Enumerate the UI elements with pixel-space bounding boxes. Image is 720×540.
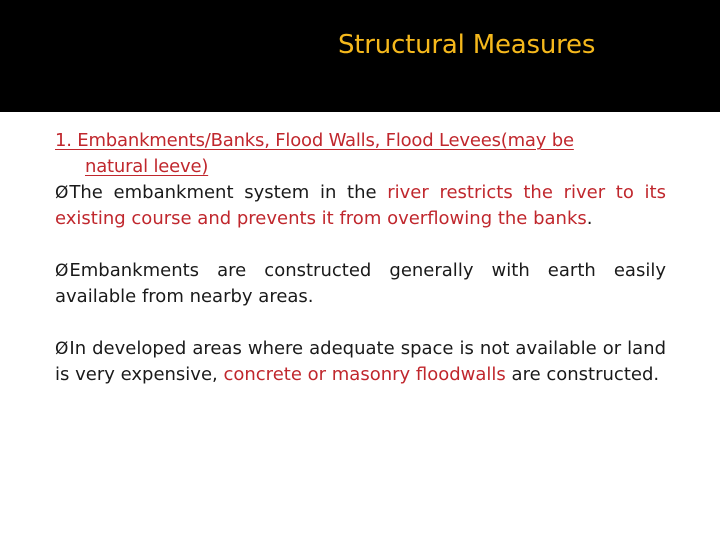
bullet-text: In developed areas where adequate space is not available or land is very expensive, xyxy=(55,338,666,385)
slide-title: Structural Measures xyxy=(338,30,596,60)
bullet-highlight: river restricts the river to its existing course and prevents it from overflowing the banks xyxy=(55,182,666,229)
bullet-text: Embankments are constructed generally with earth easily available from nearby areas. xyxy=(55,260,666,307)
bullet-embankment-construction xyxy=(55,258,666,310)
arrow-bullet-icon: Ø xyxy=(55,183,69,203)
heading-line-1: 1. Embankments/Banks, Flood Walls, Flood Levees(may be xyxy=(55,130,574,151)
title-bar xyxy=(0,0,720,112)
bullet-embankment-system xyxy=(55,180,666,232)
bullet-text-end: are constructed. xyxy=(505,364,660,385)
slide-content xyxy=(55,128,666,388)
bullet-floodwalls xyxy=(55,336,666,388)
bullet-text: The embankment system in the xyxy=(69,182,388,203)
arrow-bullet-icon: Ø xyxy=(55,339,69,359)
section-heading xyxy=(55,128,666,180)
bullet-highlight: concrete or masonry floodwalls xyxy=(223,364,506,385)
arrow-bullet-icon: Ø xyxy=(55,261,69,281)
heading-line-2: natural leeve) xyxy=(85,156,209,177)
bullet-text-end: . xyxy=(586,208,593,229)
